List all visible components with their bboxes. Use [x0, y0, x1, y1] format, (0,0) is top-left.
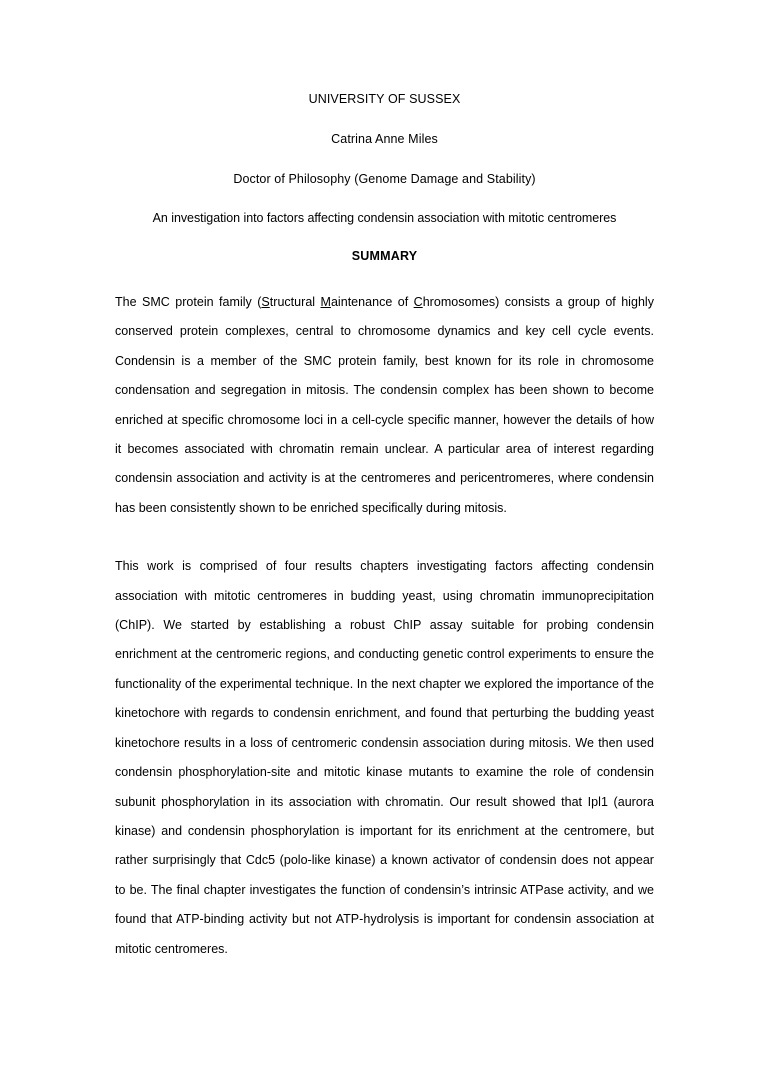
- summary-paragraph-2: This work is comprised of four results chapters investigating factors affecting condensin association with mitotic centromeres in budding yeast, using chromatin immunoprecipitation (ChIP). We started by establishing a robust ChIP assay suitable for probing condensin enrichment at the centromeric regions, and conducting genetic control experiments to ensure the functionality of the experimental technique. In the next chapter we explored the importance of the kinetochore with regards to condensin enrichment, and found that perturbing the budding yeast kinetochore results in a loss of centromeric condensin association during mitosis. We then used condensin phosphorylation-site and mitotic kinase mutants to examine the role of condensin subunit phosphorylation in its association with chromatin. Our result showed that Ipl1 (aurora kinase) and condensin phosphorylation is important for its enrichment at the centromere, but rather surprisingly that Cdc5 (polo-like kinase) a known activator of condensin does not appear to be. The final chapter investigates the function of condensin’s intrinsic ATPase activity, and we found that ATP-binding activity but not ATP-hydrolysis is important for condensin association at mitotic centromeres.: [115, 559, 654, 956]
- paragraph-1-lead-text: The SMC protein family (: [115, 295, 262, 309]
- degree-title: Doctor of Philosophy (Genome Damage and Stability): [233, 172, 536, 186]
- paragraph-1-body-text: hromosomes) consists a group of highly conserved protein complexes, central to chromosome dynamics and key cell cycle events. Condensin is a member of the SMC protein family, best known for its role in chromosome condensation and segregation in mitosis. The condensin complex has been shown to become enriched at specific chromosome loci in a cell-cycle specific manner, however the details of how it becomes associated with chromatin remain unclear. A particular area of interest regarding condensin association and activity is at the centromeres and pericentromeres, where condensin has been consistently shown to be enriched specifically during mitosis.: [115, 295, 654, 515]
- thesis-title: An investigation into factors affecting condensin association with mitotic centromeres: [152, 211, 617, 225]
- paragraph-1-text-3: aintenance of: [330, 295, 414, 309]
- smc-m-underlined: M: [320, 295, 331, 309]
- summary-paragraph-1: [115, 288, 654, 523]
- front-matter-block: [115, 0, 654, 263]
- smc-c-underlined: C: [413, 295, 423, 309]
- smc-s-underlined: S: [261, 295, 270, 309]
- document-content: [115, 0, 654, 964]
- author-name: Catrina Anne Miles: [331, 132, 438, 146]
- university-name: UNIVERSITY OF SUSSEX: [308, 92, 461, 106]
- paragraph-1-text-2: tructural: [269, 295, 321, 309]
- summary-heading: SUMMARY: [351, 249, 418, 263]
